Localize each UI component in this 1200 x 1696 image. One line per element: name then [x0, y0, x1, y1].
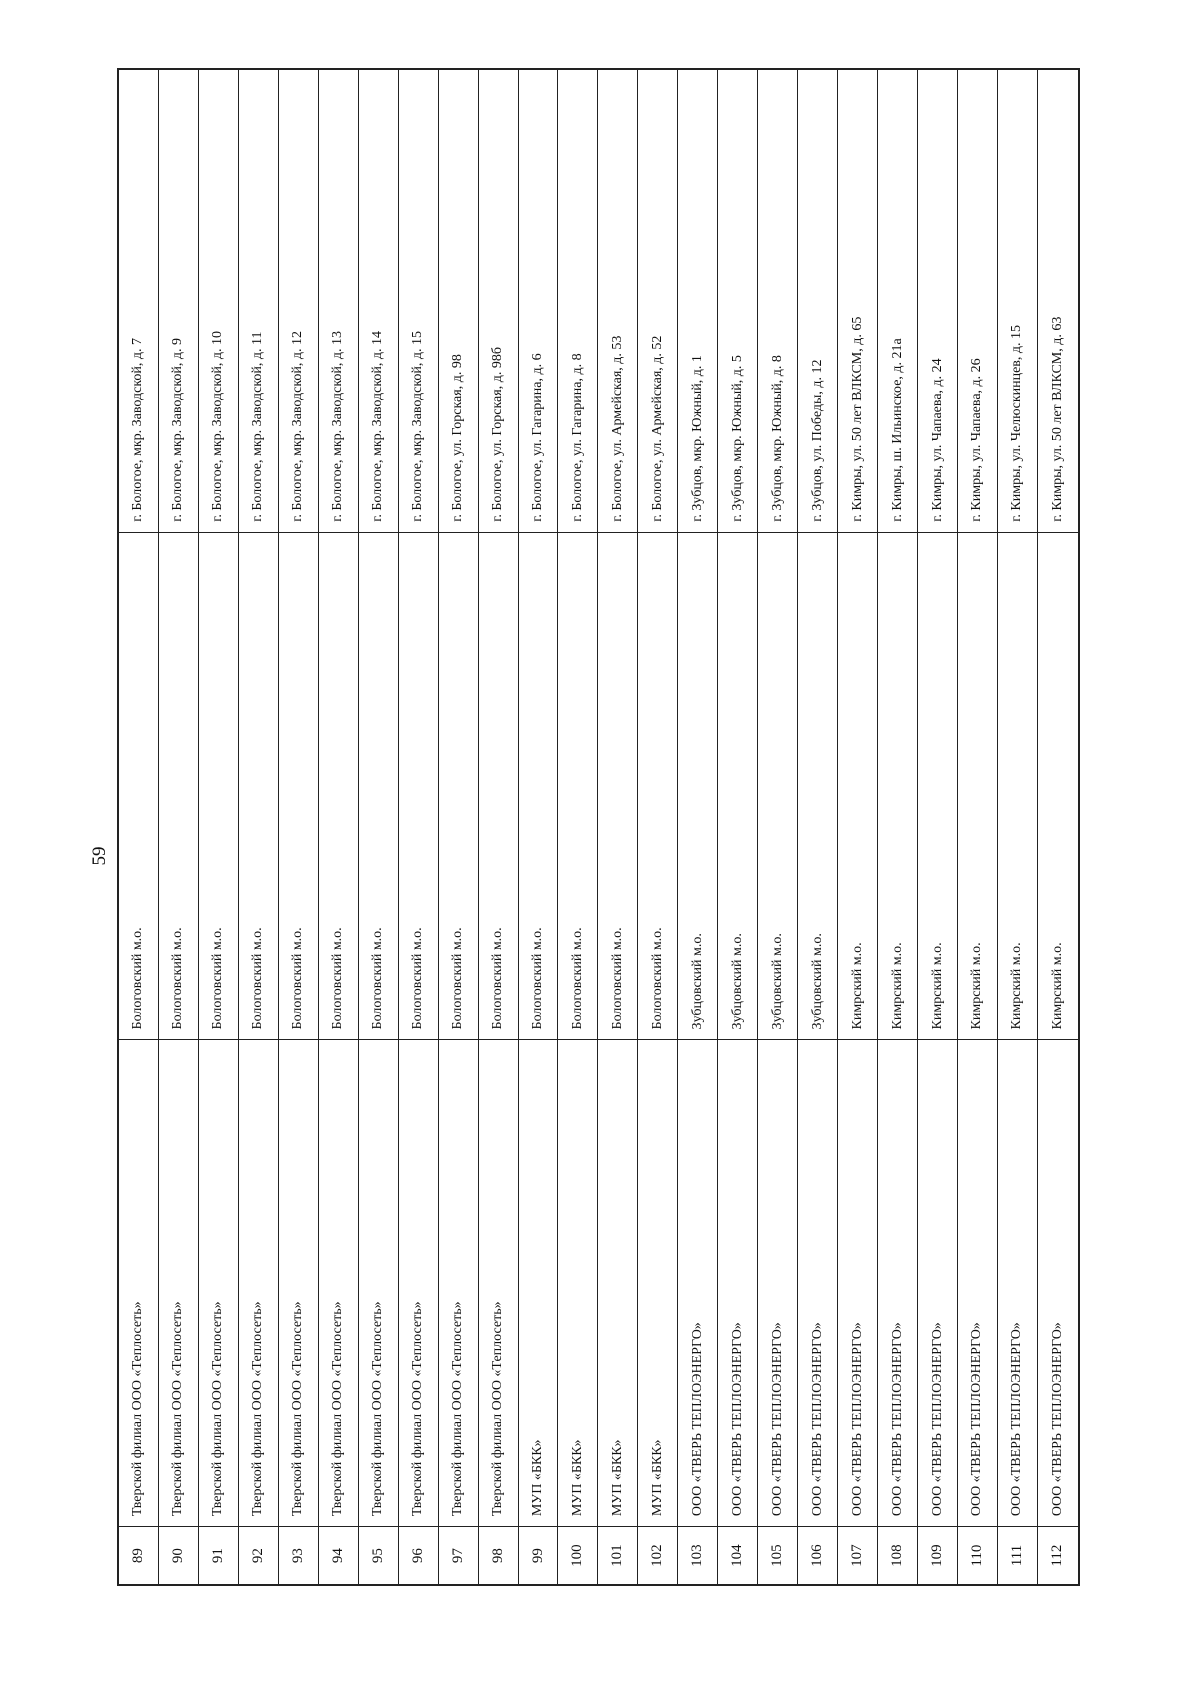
organization-cell: Тверской филиал ООО «Теплосеть» [439, 1039, 478, 1526]
table-row [519, 70, 559, 1584]
row-number: 104 [718, 1526, 757, 1584]
row-number: 109 [918, 1526, 957, 1584]
table-row [638, 70, 678, 1584]
table-row [159, 70, 199, 1584]
row-number: 110 [958, 1526, 997, 1584]
table-row [958, 70, 998, 1584]
municipality-cell: Зубцовский м.о. [758, 532, 797, 1040]
municipality-cell: Бологовский м.о. [239, 532, 278, 1040]
table-row [918, 70, 958, 1584]
address-cell: г. Бологое, мкр. Заводской, д. 14 [370, 330, 386, 522]
address-cell: г. Зубцов, ул. Победы, д. 12 [809, 359, 825, 522]
row-number: 101 [598, 1526, 637, 1584]
municipality-cell: Кимрский м.о. [918, 532, 957, 1040]
organization-cell: ООО «ТВЕРЬ ТЕПЛОЭНЕРГО» [838, 1039, 877, 1526]
table-row [439, 70, 479, 1584]
row-number: 106 [798, 1526, 837, 1584]
table-row [119, 70, 159, 1584]
row-number: 111 [998, 1526, 1037, 1584]
municipality-cell: Бологовский м.о. [199, 532, 238, 1040]
municipality-cell: Зубцовский м.о. [798, 532, 837, 1040]
organization-cell: ООО «ТВЕРЬ ТЕПЛОЭНЕРГО» [718, 1039, 757, 1526]
municipality-cell: Кимрский м.о. [958, 532, 997, 1040]
organization-cell: МУП «БКК» [598, 1039, 637, 1526]
row-number: 103 [678, 1526, 717, 1584]
municipality-cell: Бологовский м.о. [399, 532, 438, 1040]
address-cell: г. Бологое, мкр. Заводской, д. 12 [290, 330, 306, 522]
address-cell: г. Бологое, мкр. Заводской, д. 13 [330, 330, 346, 522]
municipality-cell: Бологовский м.о. [279, 532, 318, 1040]
organization-cell: ООО «ТВЕРЬ ТЕПЛОЭНЕРГО» [1038, 1039, 1078, 1526]
table-row [1038, 70, 1078, 1584]
address-cell: г. Зубцов, мкр. Южный, д. 5 [729, 355, 745, 522]
address-cell: г. Кимры, ул. Челюскинцев, д. 15 [1009, 324, 1025, 522]
municipality-cell: Бологовский м.о. [479, 532, 518, 1040]
row-number: 102 [638, 1526, 677, 1584]
address-cell: г. Бологое, ул. Гагарина, д. 6 [530, 353, 545, 522]
table-row [239, 70, 279, 1584]
organization-cell: Тверской филиал ООО «Теплосеть» [279, 1039, 318, 1526]
organization-cell: Тверской филиал ООО «Теплосеть» [319, 1039, 358, 1526]
municipality-cell: Бологовский м.о. [119, 532, 158, 1040]
table-row [598, 70, 638, 1584]
table-row [399, 70, 439, 1584]
organization-cell: ООО «ТВЕРЬ ТЕПЛОЭНЕРГО» [878, 1039, 917, 1526]
table-row [878, 70, 918, 1584]
address-cell: г. Кимры, ул. Чапаева, д. 24 [929, 358, 945, 522]
address-cell: г. Бологое, мкр. Заводской, д. 10 [210, 330, 226, 522]
municipality-cell: Бологовский м.о. [439, 532, 478, 1040]
municipality-cell: Бологовский м.о. [638, 532, 677, 1040]
row-number: 100 [558, 1526, 597, 1584]
table-container [117, 68, 1080, 1586]
table-row [718, 70, 758, 1584]
organization-cell: МУП «БКК» [519, 1039, 558, 1526]
municipality-cell: Кимрский м.о. [838, 532, 877, 1040]
address-cell: г. Кимры, ул. 50 лет ВЛКСМ, д. 65 [849, 316, 865, 522]
organization-cell: ООО «ТВЕРЬ ТЕПЛОЭНЕРГО» [798, 1039, 837, 1526]
table-row [479, 70, 519, 1584]
row-number: 99 [519, 1526, 558, 1584]
table-row [678, 70, 718, 1584]
heat-supply-table [117, 68, 1080, 1586]
address-cell: г. Кимры, ш. Ильинское, д. 21а [889, 338, 905, 522]
page-number: 59 [89, 846, 110, 866]
municipality-cell: Кимрский м.о. [878, 532, 917, 1040]
organization-cell: Тверской филиал ООО «Теплосеть» [359, 1039, 398, 1526]
organization-cell: ООО «ТВЕРЬ ТЕПЛОЭНЕРГО» [998, 1039, 1037, 1526]
table-row [758, 70, 798, 1584]
address-cell: г. Зубцов, мкр. Южный, д. 8 [769, 355, 785, 522]
row-number: 107 [838, 1526, 877, 1584]
municipality-cell: Зубцовский м.о. [678, 532, 717, 1040]
table-row [558, 70, 598, 1584]
table-row [279, 70, 319, 1584]
row-number: 97 [439, 1526, 478, 1584]
address-cell: г. Кимры, ул. Чапаева, д. 26 [969, 358, 985, 522]
row-number: 98 [479, 1526, 518, 1584]
address-cell: г. Бологое, мкр. Заводской, д. 7 [130, 337, 146, 522]
organization-cell: Тверской филиал ООО «Теплосеть» [239, 1039, 278, 1526]
row-number: 90 [159, 1526, 198, 1584]
row-number: 105 [758, 1526, 797, 1584]
organization-cell: Тверской филиал ООО «Теплосеть» [159, 1039, 198, 1526]
municipality-cell: Зубцовский м.о. [718, 532, 757, 1040]
municipality-cell: Бологовский м.о. [319, 532, 358, 1040]
municipality-cell: Бологовский м.о. [558, 532, 597, 1040]
organization-cell: ООО «ТВЕРЬ ТЕПЛОЭНЕРГО» [758, 1039, 797, 1526]
address-cell: г. Бологое, мкр. Заводской, д. 9 [170, 337, 186, 522]
organization-cell: ООО «ТВЕРЬ ТЕПЛОЭНЕРГО» [958, 1039, 997, 1526]
address-cell: г. Бологое, ул. Горская, д. 98 [450, 354, 466, 522]
table-row [319, 70, 359, 1584]
address-cell: г. Бологое, ул. Гагарина, д. 8 [569, 353, 585, 522]
organization-cell: ООО «ТВЕРЬ ТЕПЛОЭНЕРГО» [678, 1039, 717, 1526]
municipality-cell: Бологовский м.о. [598, 532, 637, 1040]
row-number: 95 [359, 1526, 398, 1584]
table-row [838, 70, 878, 1584]
address-cell: г. Бологое, ул. Армейская, д. 52 [649, 335, 665, 522]
row-number: 96 [399, 1526, 438, 1584]
row-number: 94 [319, 1526, 358, 1584]
table-row [998, 70, 1038, 1584]
address-cell: г. Кимры, ул. 50 лет ВЛКСМ, д. 63 [1049, 316, 1065, 522]
address-cell: г. Бологое, ул. Армейская, д. 53 [609, 335, 625, 522]
organization-cell: МУП «БКК» [638, 1039, 677, 1526]
municipality-cell: Бологовский м.о. [519, 532, 558, 1040]
row-number: 91 [199, 1526, 238, 1584]
address-cell: г. Бологое, мкр. Заводской, д. 11 [250, 331, 266, 522]
address-cell: г. Бологое, ул. Горская, д. 98б [490, 347, 506, 522]
organization-cell: Тверской филиал ООО «Теплосеть» [119, 1039, 158, 1526]
row-number: 108 [878, 1526, 917, 1584]
municipality-cell: Бологовский м.о. [159, 532, 198, 1040]
address-cell: г. Зубцов, мкр. Южный, д. 1 [689, 355, 705, 522]
organization-cell: МУП «БКК» [558, 1039, 597, 1526]
table-row [798, 70, 838, 1584]
organization-cell: Тверской филиал ООО «Теплосеть» [199, 1039, 238, 1526]
organization-cell: Тверской филиал ООО «Теплосеть» [479, 1039, 518, 1526]
address-cell: г. Бологое, мкр. Заводской, д. 15 [410, 330, 426, 522]
organization-cell: Тверской филиал ООО «Теплосеть» [399, 1039, 438, 1526]
municipality-cell: Бологовский м.о. [359, 532, 398, 1040]
row-number: 93 [279, 1526, 318, 1584]
organization-cell: ООО «ТВЕРЬ ТЕПЛОЭНЕРГО» [918, 1039, 957, 1526]
row-number: 92 [239, 1526, 278, 1584]
municipality-cell: Кимрский м.о. [1038, 532, 1078, 1040]
municipality-cell: Кимрский м.о. [998, 532, 1037, 1040]
row-number: 89 [119, 1526, 158, 1584]
table-row [359, 70, 399, 1584]
row-number: 112 [1038, 1526, 1078, 1584]
table-row [199, 70, 239, 1584]
